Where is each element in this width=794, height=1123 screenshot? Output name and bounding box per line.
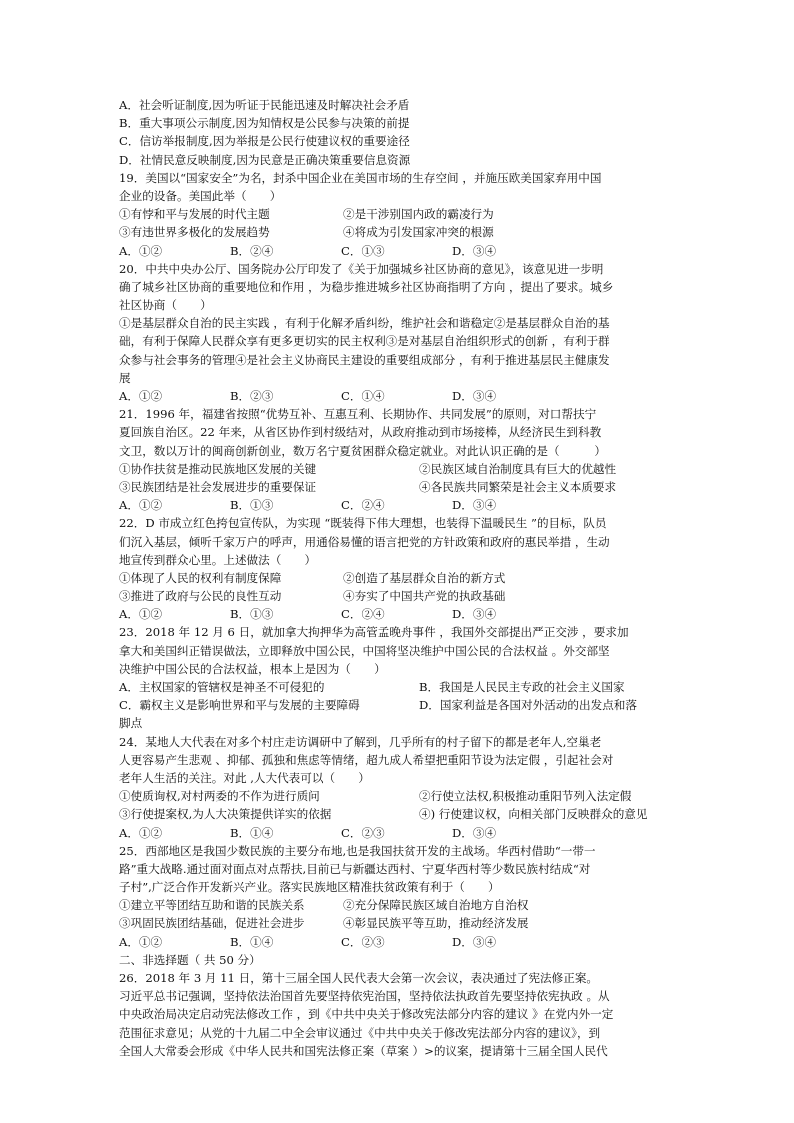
question-stem: 拿大和美国纠正错误做法，立即释放中国公民，中国将坚决维护中国公民的合法权益 。外交部坚 — [119, 643, 610, 658]
q18-options — [119, 96, 679, 169]
question-stem: ①是基层群众自治的民主实践 ，有利于化解矛盾纠纷，维护社会和谐稳定②是基层群众自治的基 — [119, 316, 610, 331]
question-stem: 中央政治局决定启动宪法修改工作 ，到《中共中央关于修改宪法部分内容的建议 》在党内外一定 — [119, 1007, 614, 1022]
question-stem: 22．D 市成立红色挎包宣传队，为实现 “既装得下伟大理想，也装得下温暖民生 ”的目标，队员 — [119, 516, 607, 531]
question-stem: 人更容易产生悲观 、抑郁、孤独和焦虑等情绪，超九成人希望把重阳节设为法定假 ，引起社会对 — [119, 752, 614, 767]
statement-row — [119, 205, 679, 223]
statement: ③民族团结是社会发展进步的重要保证 — [119, 479, 317, 494]
statement: ④将成为引发国家冲突的根源 — [343, 225, 494, 240]
question-stem: 们沉入基层，倾听千家万户的呼声，用通俗易懂的语言把党的方针政策和政府的惠民举措 ，生动 — [119, 534, 610, 549]
question-25 — [119, 842, 679, 951]
question-stem: 文卫，数以万计的闽商创新创业，数万名宁夏贫困群众稳定就业。对此认识正确的是（ ） — [119, 443, 606, 458]
option-line: C．信访举报制度,因为举报是公民行使建议权的重要途径 — [119, 134, 410, 149]
question-stem: 社区协商（ ） — [119, 298, 212, 313]
question-23 — [119, 623, 679, 732]
question-20 — [119, 260, 679, 406]
choice: C．②④ — [341, 498, 385, 513]
choice: A．①② — [119, 825, 163, 840]
statement: ②是干涉别国内政的霸凌行为 — [343, 207, 494, 222]
statement: ③推进了政府与公民的良性互动 — [119, 589, 282, 604]
choice: D．③④ — [452, 498, 497, 513]
question-stem: 26．2018 年 3 月 11 日，第十三届全国人民代表大会第一次会议，表决通过了宪法修正案。 — [119, 971, 599, 985]
question-stem: 决维护中国公民的合法权益，根本上是因为（ ） — [119, 661, 386, 676]
statement: ③有违世界多极化的发展趋势 — [119, 225, 270, 240]
statement: ①协作扶贫是推动民族地区发展的关键 — [119, 461, 317, 476]
choice-row — [119, 824, 679, 842]
question-stem: 范围征求意见；从党的十九届二中全会审议通过《中共中央关于修改宪法部分内容的建议》，到 — [119, 1025, 601, 1040]
choice: C．②③ — [341, 825, 385, 840]
choice-row — [119, 387, 679, 405]
question-stem: 25．西部地区是我国少数民族的主要分布地,也是我国扶贫开发的主战场。华西村借助“一带一 — [119, 843, 596, 858]
statement: ②创造了基层群众自治的新方式 — [343, 570, 506, 585]
question-stem: 24．某地人大代表在对多个村庄走访调研中了解到，几乎所有的村子留下的都是老年人,空巢老 — [119, 734, 602, 749]
statement-row — [119, 460, 679, 478]
choice: B．①④ — [230, 934, 274, 949]
choice: A．①② — [119, 243, 163, 258]
statement: ④彰显民族平等互助，推动经济发展 — [343, 916, 529, 931]
choice: D．③④ — [452, 934, 497, 949]
option-line: A．社会听证制度,因为听证于民能迅速及时解决社会矛盾 — [119, 98, 410, 112]
option: D．国家利益是各国对外活动的出发点和落 — [419, 698, 637, 713]
choice: C．①④ — [341, 389, 385, 403]
statement-row — [119, 896, 679, 914]
choice: D．③④ — [452, 389, 497, 403]
question-stem: 地宣传到群众心里。上述做法（ ） — [119, 552, 317, 567]
choice: B．②④ — [230, 243, 274, 258]
choice: B．①③ — [230, 607, 274, 622]
statement: ④) 行使建议权，向相关部门反映群众的意见 — [419, 807, 648, 822]
statement: ④各民族共同繁荣是社会主义本质要求 — [419, 479, 617, 494]
choice: C．①③ — [341, 243, 385, 258]
option-continuation: 脚点 — [119, 716, 143, 731]
option-row — [119, 696, 679, 714]
question-stem: 习近平总书记强调，坚持依法治国首先要坚持依宪治国，坚持依法执政首先要坚持依宪执政 。从 — [119, 989, 610, 1004]
choice-row — [119, 242, 679, 260]
statement-row — [119, 569, 679, 587]
question-stem: 21．1996 年，福建省按照“优势互补、互惠互利、长期协作、共同发展”的原则，对口帮扶宁 — [119, 407, 597, 422]
question-stem: 23．2018 年 12 月 6 日，就加拿大拘押华为高管孟晚舟事件 ，我国外交部提出严正交涉 ，要求加 — [119, 625, 629, 640]
choice: A．①② — [119, 389, 163, 403]
choice: A．①② — [119, 934, 163, 949]
question-stem: 20．中共中央办公厅、国务院办公厅印发了《关于加强城乡社区协商的意见》，该意见进一步明 — [119, 261, 604, 276]
choice: B．①④ — [230, 825, 274, 840]
statement: ②民族区域自治制度具有巨大的优越性 — [419, 461, 617, 476]
question-stem: 众参与社会事务的管理④是社会主义协商民主建设的重要组成部分 ，有利于推进基层民主健康发 — [119, 352, 610, 367]
choice-row — [119, 605, 679, 623]
question-stem: 子村”,广泛合作开发新兴产业。落实民族地区精准扶贫政策有利于（ ） — [119, 880, 500, 895]
option: B．我国是人民民主专政的社会主义国家 — [419, 680, 625, 694]
statement-row — [119, 805, 679, 823]
choice: A．①② — [119, 607, 163, 622]
statement-row — [119, 223, 679, 241]
question-22 — [119, 514, 679, 623]
question-stem: 确了城乡社区协商的重要地位和作用 ，为稳步推进城乡社区协商指明了方向 ，提出了要求。城乡 — [119, 279, 614, 294]
question-21 — [119, 405, 679, 514]
statement: ①有悖和平与发展的时代主题 — [119, 207, 270, 222]
statement: ③巩固民族团结基础，促进社会进步 — [119, 916, 305, 931]
choice: C．②③ — [341, 934, 385, 949]
statement: ①使质询权,对村两委的不作为进行质问 — [119, 789, 320, 804]
choice-row — [119, 933, 679, 951]
question-24 — [119, 733, 679, 842]
choice: B．②③ — [230, 389, 274, 403]
question-stem: 夏回族自治区。22 年来，从省区协作到村级结对，从政府推动到市场接棒，从经济民生到科教 — [119, 425, 602, 440]
question-stem: 全国人大常委会形成《中华人民共和国宪法修正案（草案 ）>的议案，提请第十三届全国人民代 — [119, 1043, 608, 1058]
question-stem: 础，有利于保障人民群众享有更多更切实的民主权利③是对基层自治组织形式的创新 ，有利于群 — [119, 334, 610, 349]
choice: D．③④ — [452, 607, 497, 622]
choice: A．①② — [119, 498, 163, 513]
choice-row — [119, 496, 679, 514]
question-stem: 展 — [119, 370, 131, 385]
statement-row — [119, 587, 679, 605]
question-stem: 19．美国以“国家安全”为名，封杀中国企业在美国市场的生存空间 ，并施压欧美国家弃用中国 — [119, 170, 602, 185]
choice: D．③④ — [452, 825, 497, 840]
option: A．主权国家的管辖权是神圣不可侵犯的 — [119, 680, 325, 694]
statement: ①建立平等团结互助和谐的民族关系 — [119, 898, 305, 913]
section-heading: 二、非选择题（ 共 50 分） — [119, 952, 261, 967]
question-19 — [119, 169, 679, 260]
choice: D．③④ — [452, 243, 497, 258]
question-26 — [119, 969, 679, 1060]
statement: ①体现了人民的权利有制度保障 — [119, 570, 282, 585]
option-line: D．社情民意反映制度,因为民意是正确决策重要信息资源 — [119, 152, 411, 167]
option-line: B．重大事项公示制度,因为知情权是公民参与决策的前提 — [119, 116, 410, 131]
question-stem: 路”重大战略.通过面对面点对点帮扶,目前已与新疆达西村、宁夏华西村等少数民族村结成“对 — [119, 861, 591, 876]
statement-row — [119, 478, 679, 496]
statement: ②行使立法权,积极推动重阳节列入法定假 — [419, 789, 632, 804]
choice: B．①③ — [230, 498, 274, 513]
option-row — [119, 678, 679, 696]
option: C．霸权主义是影响世界和平与发展的主要障碍 — [119, 698, 360, 713]
statement-row — [119, 787, 679, 805]
statement: ②充分保障民族区域自治地方自治权 — [343, 898, 529, 913]
question-stem: 老年人生活的关注。对此 ,人大代表可以（ ） — [119, 770, 370, 785]
choice: C．②④ — [341, 607, 385, 622]
statement: ④夯实了中国共产党的执政基础 — [343, 589, 506, 604]
statement: ③行使提案权,为人大决策提供详实的依据 — [119, 807, 332, 822]
exam-page — [119, 96, 679, 1060]
question-stem: 企业的设备。美国此举（ ） — [119, 188, 282, 203]
statement-row — [119, 914, 679, 932]
